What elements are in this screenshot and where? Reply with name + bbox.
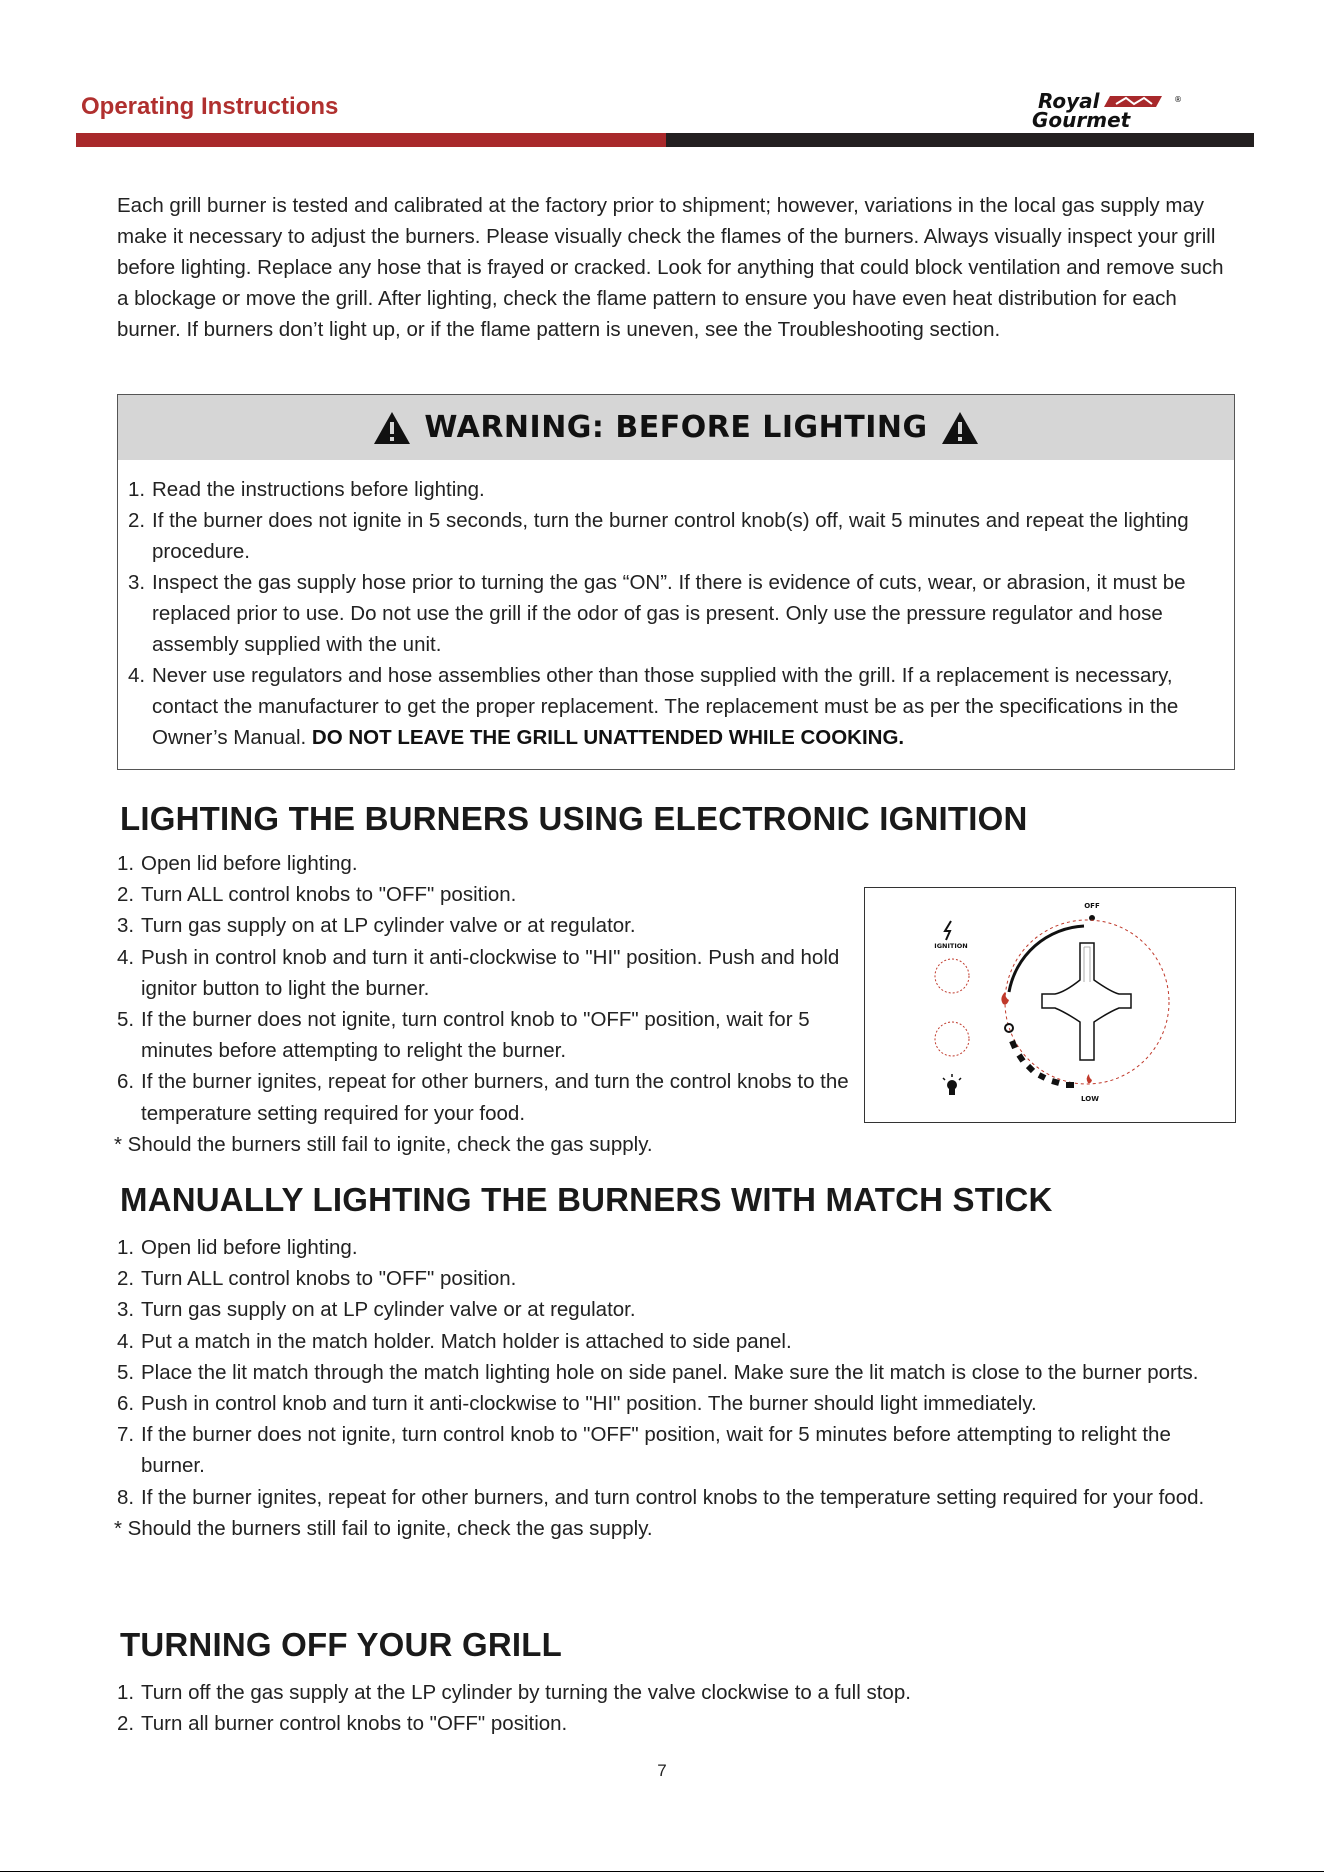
ignition-label: IGNITION — [934, 942, 968, 950]
list-item: 2. Turn ALL control knobs to "OFF" position. — [117, 1267, 517, 1291]
electronic-ignition-heading: LIGHTING THE BURNERS USING ELECTRONIC IGNITION — [120, 800, 1028, 837]
page-header-title: Operating Instructions — [81, 93, 339, 120]
list-item: 2. If the burner does not ignite in 5 seconds, turn the burner control knob(s) off, wait 5 minutes and repeat the lighting procedure. — [128, 509, 1189, 563]
warning-header — [118, 395, 1234, 460]
warning-triangle-icon — [372, 410, 412, 446]
low-arc-dashes — [1012, 1041, 1074, 1085]
warning-title: WARNING: BEFORE LIGHTING — [424, 410, 928, 445]
list-item: 3. Turn gas supply on at LP cylinder valve or at regulator. — [117, 1298, 636, 1322]
list-item: 4. Never use regulators and hose assemblies other than those supplied with the grill. If a replacement is necessary, contact the manufacturer to get the proper replacement. The replacement must be as per the specifications in the Owner’s Manual. DO NOT LEAVE THE GRILL UNATTENDED WHILE COOKING. — [128, 664, 1179, 749]
unattended-warning: DO NOT LEAVE THE GRILL UNATTENDED WHILE COOKING. — [311, 726, 905, 749]
manual-lighting-heading: MANUALLY LIGHTING THE BURNERS WITH MATCH STICK — [120, 1181, 1053, 1218]
list-item: 2. Turn all burner control knobs to "OFF" position. — [117, 1712, 568, 1736]
light-bulb-icon — [943, 1074, 961, 1095]
warning-box — [117, 394, 1235, 770]
royal-gourmet-logo — [1030, 90, 1230, 130]
list-item-text: Never use regulators and hose assemblies other than those supplied with the grill. If a replacement is necessary, contact the manufacturer to get the proper replacement. The replacement must be as per the specifications in the Owner’s Manual. — [152, 664, 1179, 749]
electronic-ignition-steps — [114, 848, 857, 1160]
list-item: 4. Push in control knob and turn it anti-clockwise to "HI" position. Push and hold ignitor button to light the burner. — [117, 945, 840, 1000]
list-item: 6. If the burner ignites, repeat for other burners, and turn the control knobs to the temperature setting required for your food. — [117, 1070, 849, 1125]
ignition-button-outline — [935, 959, 969, 993]
header-divider-bar — [76, 133, 1254, 147]
list-item: 3. Turn gas supply on at LP cylinder valve or at regulator. — [117, 914, 636, 938]
turning-off-steps — [117, 1677, 1237, 1739]
off-label: OFF — [1084, 902, 1100, 910]
svg-text:Royal: Royal — [1038, 90, 1100, 113]
list-item: 3. Inspect the gas supply hose prior to turning the gas “ON”. If there is evidence of cuts, wear, or abrasion, it must be replaced prior to use. Do not use the grill if the odor of gas is present. Only use the pressure regulator and hose assembly supplied with the unit. — [128, 571, 1186, 656]
list-item: 5. If the burner does not ignite, turn control knob to "OFF" position, wait for 5 minutes before attempting to relight the burner. — [117, 1008, 810, 1063]
list-item: 8. If the burner ignites, repeat for other burners, and turn control knobs to the temperature setting required for your food. — [117, 1485, 1205, 1509]
list-item: 4. Put a match in the match holder. Match holder is attached to side panel. — [117, 1329, 792, 1353]
note: * Should the burners still fail to ignite, check the gas supply. — [114, 1132, 653, 1156]
hi-arc — [1009, 926, 1084, 992]
header-bar-red — [76, 133, 666, 147]
list-item: 5. Place the lit match through the match lighting hole on side panel. Make sure the lit match is close to the burner ports. — [117, 1360, 1199, 1384]
list-item: 6. Push in control knob and turn it anti-clockwise to "HI" position. The burner should light immediately. — [117, 1392, 1037, 1416]
control-knob-diagram — [864, 887, 1236, 1123]
list-item: 2. Turn ALL control knobs to "OFF" position. — [117, 883, 517, 907]
page-number: 7 — [657, 1761, 667, 1780]
header-bar-dark — [666, 133, 1254, 147]
list-item: 7. If the burner does not ignite, turn control knob to "OFF" position, wait for 5 minutes before attempting to relight the burner. — [117, 1423, 1171, 1478]
svg-text:®: ® — [1174, 95, 1182, 104]
light-button-outline — [935, 1022, 969, 1056]
low-flame-icon — [1087, 1074, 1092, 1083]
knob-illustration — [865, 888, 1234, 1121]
note: * Should the burners still fail to ignite, check the gas supply. — [114, 1516, 653, 1540]
low-label: LOW — [1081, 1095, 1099, 1103]
list-item: 1. Open lid before lighting. — [117, 852, 358, 875]
svg-text:Gourmet: Gourmet — [1032, 108, 1131, 130]
intro-paragraph: Each grill burner is tested and calibrated at the factory prior to shipment; however, variations in the local gas supply may make it necessary to adjust the burners. Please visually check the flames of the burners. Always visually inspect your grill before lighting. Replace any hose that is frayed or cracked. Look for anything that could block ventilation and remove such a blockage or move the grill. After lighting, check the flame pattern to ensure you have even heat distribution for each burner. If burners don’t light up, or if the flame pattern is uneven, see the Troubleshooting section. — [117, 194, 1224, 341]
list-item: 1. Turn off the gas supply at the LP cylinder by turning the valve clockwise to a full stop. — [117, 1681, 911, 1704]
ignition-icon — [945, 921, 951, 940]
list-item: 1. Open lid before lighting. — [117, 1236, 358, 1259]
warning-triangle-icon — [940, 410, 980, 446]
turning-off-heading: TURNING OFF YOUR GRILL — [120, 1626, 562, 1663]
manual-lighting-steps — [114, 1232, 1237, 1544]
control-knob-shape — [1042, 943, 1131, 1060]
warning-list — [118, 460, 1234, 753]
list-item: 1. Read the instructions before lighting. — [128, 478, 485, 501]
